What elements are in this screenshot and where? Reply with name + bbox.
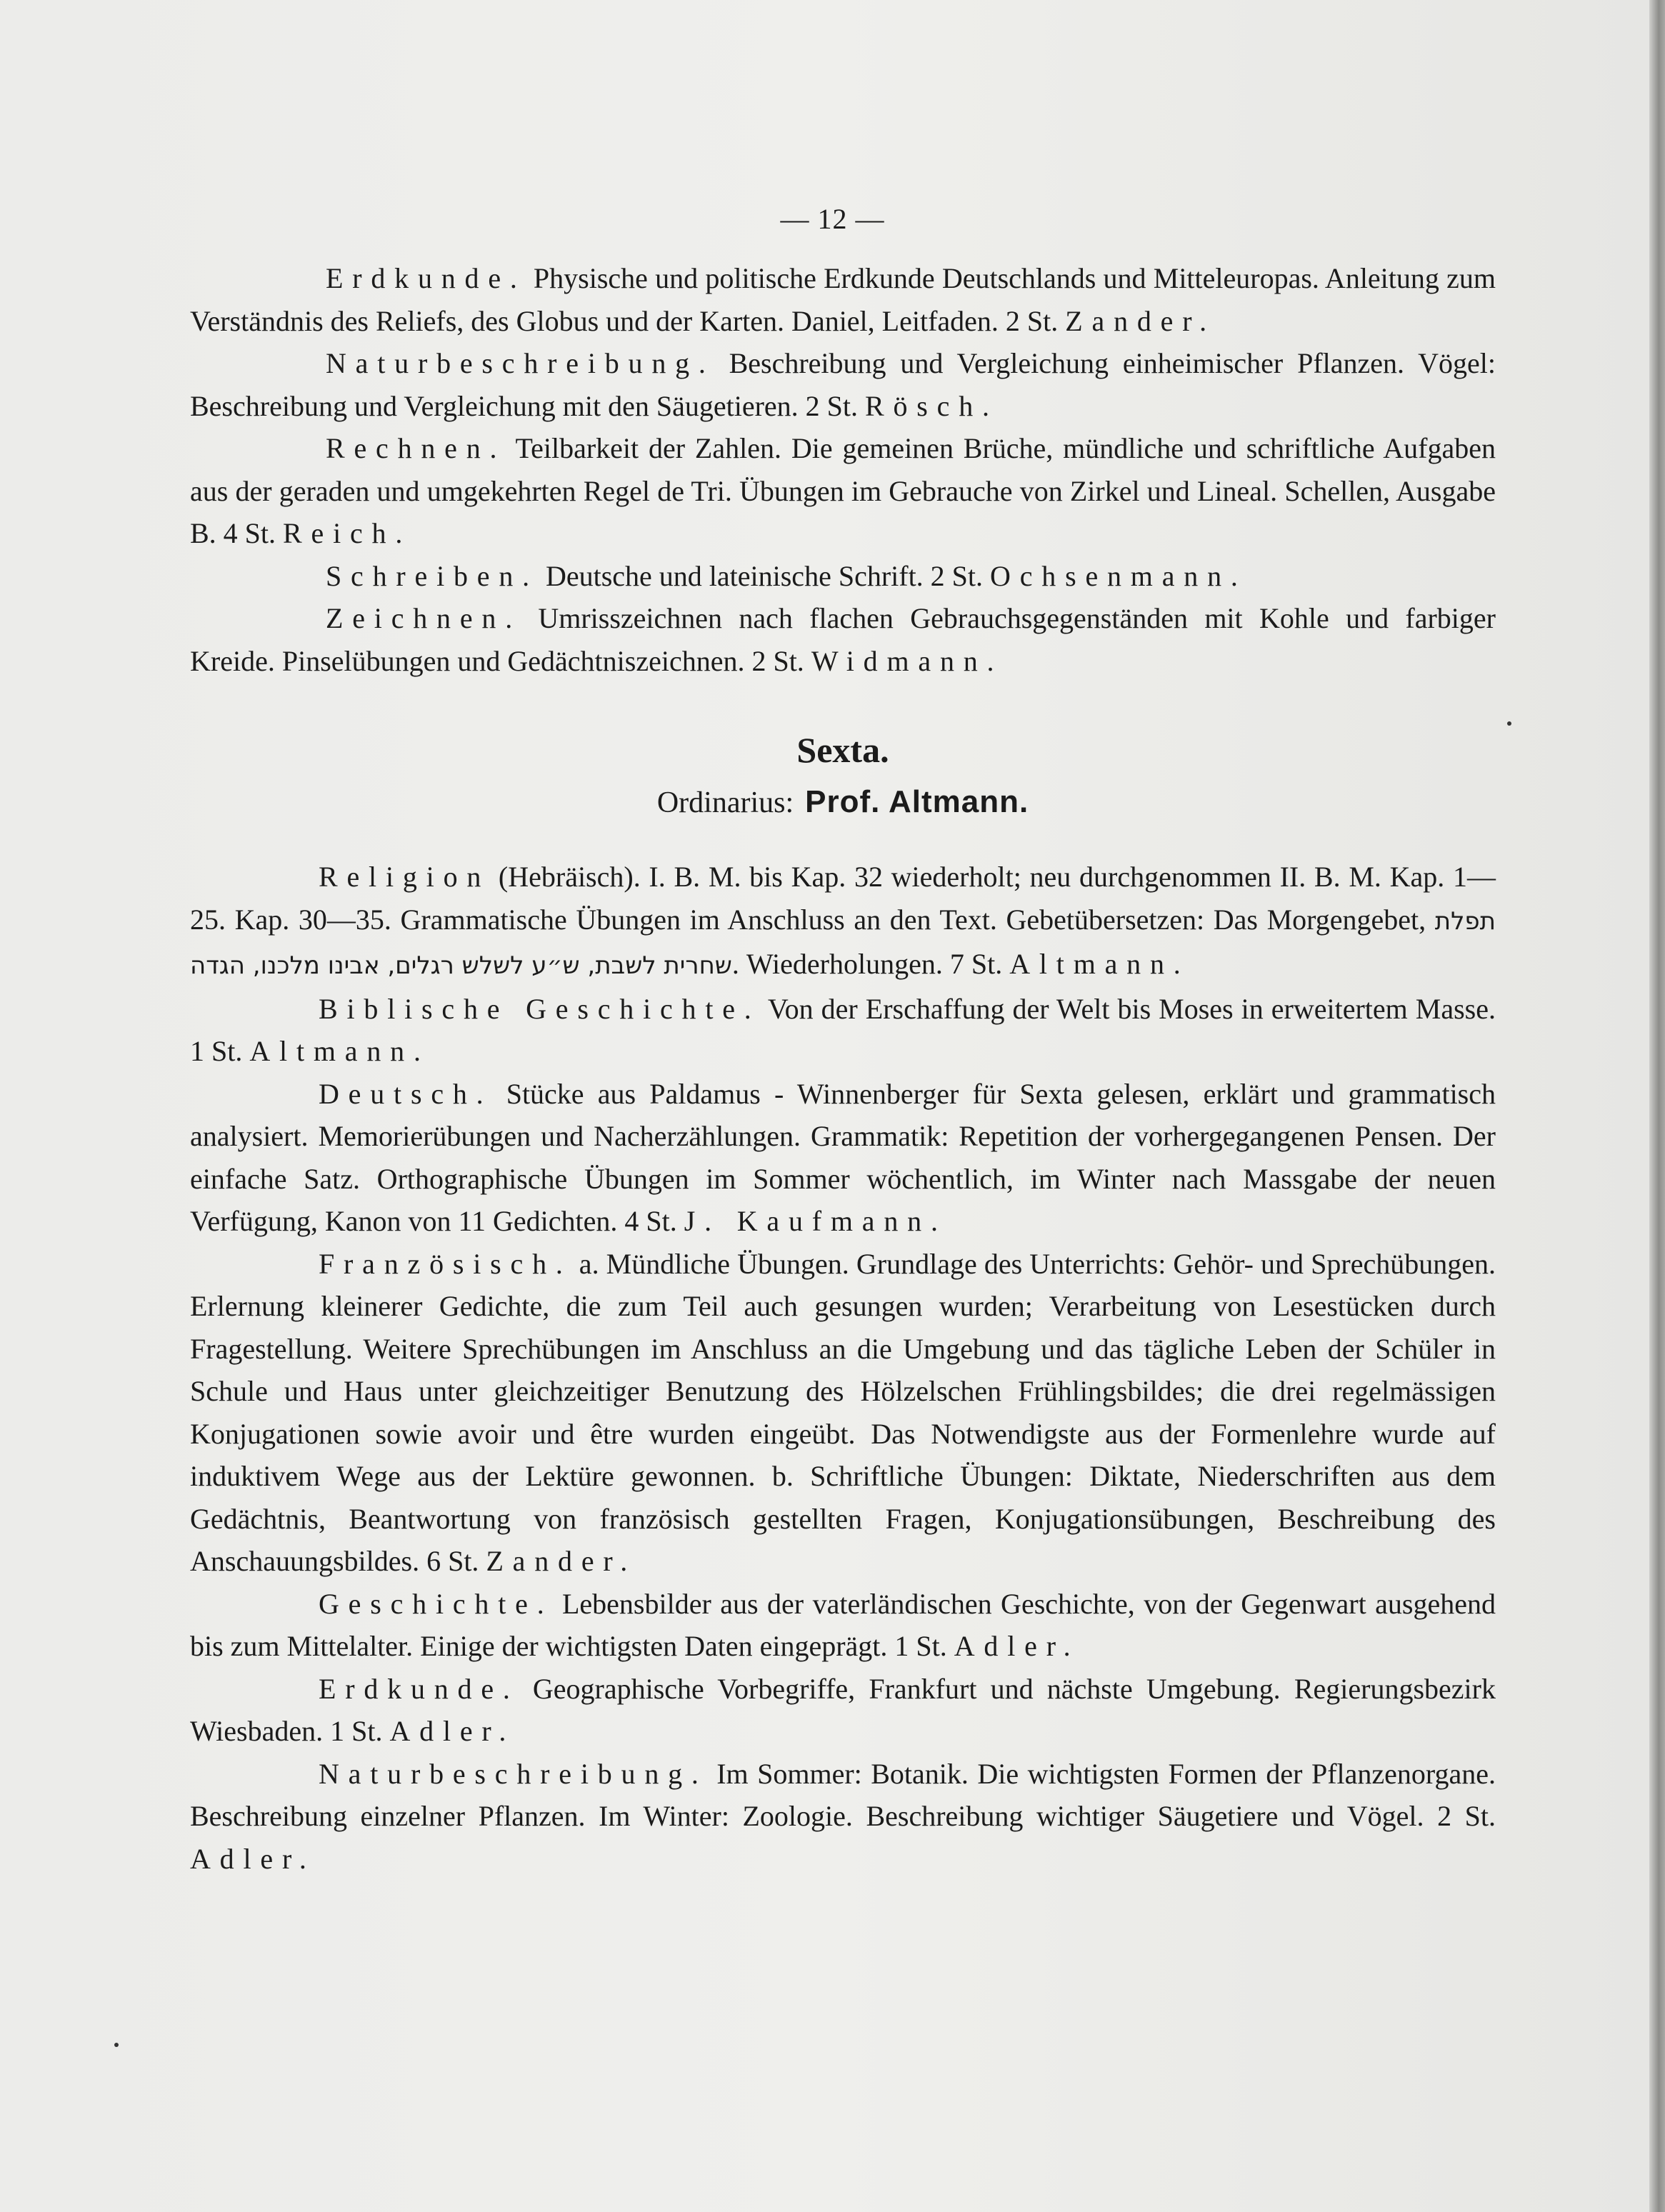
ink-speck bbox=[1507, 721, 1511, 726]
ink-speck bbox=[114, 2043, 119, 2047]
paragraph-text: Teilbarkeit der Zahlen. Die gemeinen Brüche, mündliche und schriftliche Aufgaben aus der geraden und umgekehrten Regel de Tri. Übungen im Gebrauche von Zirkel und Lineal. Schellen, Ausgabe B. 4 St. bbox=[190, 432, 1496, 549]
subject-label: Religion bbox=[319, 861, 491, 893]
teacher-name: Rösch. bbox=[865, 389, 999, 422]
paragraph-text: Deutsche und lateinische Schrift. 2 St. bbox=[538, 559, 991, 592]
page-body bbox=[190, 257, 1496, 1880]
subject-label: Naturbeschreibung. bbox=[319, 1757, 708, 1790]
paragraph-text: Beschreibung und Vergleichung einheimischer Pflanzen. Vögel: Beschreibung und Vergleichung mit den Säugetieren. 2 St. bbox=[190, 347, 1496, 422]
page-edge-shadow bbox=[1649, 0, 1665, 2212]
paragraph-erdkunde-sexta bbox=[190, 1668, 1496, 1753]
subject-label: Deutsch. bbox=[319, 1077, 493, 1110]
paragraph-text: a. Mündliche Übungen. Grundlage des Unterrichts: Gehör- und Sprechübungen. Erlernung kleinerer Gedichte, die zum Teil auch gesungen wurden; Verarbeitung von Lesestücken durch Fragestellung. Weitere Sprechübungen im Anschluss an die Umgebung und das tägliche Leben der Schüler in Schule und Haus unter gleichzeitiger Benutzung des Hölzelschen Frühlingsbildes; die drei regelmässigen Konjugationen sowie avoir und être wurden eingeübt. Das Notwendigste aus der Formenlehre wurde auf induktivem Wege aus der Lektüre gewonnen. b. Schriftliche Übungen: Diktate, Niederschriften aus dem Gedächtnis, Beantwortung von französisch gestellten Fragen, Konjugationsübungen, Beschreibung des Anschauungsbildes. 6 St. bbox=[190, 1247, 1496, 1577]
teacher-name: Reich. bbox=[283, 517, 412, 549]
teacher-name: Zander. bbox=[486, 1545, 637, 1577]
ordinarius-line bbox=[190, 781, 1496, 825]
teacher-name: Zander. bbox=[1065, 304, 1216, 337]
subject-label: Erdkunde. bbox=[319, 1672, 519, 1705]
paragraph-text: Von der Erschaffung der Welt bis Moses in erweitertem Masse. 1 St. bbox=[190, 992, 1496, 1067]
ordinarius-label: Ordinarius: bbox=[656, 786, 794, 819]
paragraph-text: Physische und politische Erdkunde Deutschlands und Mitteleuropas. Anleitung zum Verständnis des Reliefs, des Globus und der Karten. Daniel, Leitfaden. 2 St. bbox=[190, 262, 1496, 337]
teacher-name: Adler. bbox=[954, 1630, 1080, 1662]
teacher-name: Altmann. bbox=[1009, 948, 1190, 980]
subject-label: Französisch. bbox=[319, 1247, 572, 1280]
paragraph-zeichnen bbox=[190, 597, 1496, 682]
paragraph-erdkunde bbox=[190, 257, 1496, 342]
subject-label: Geschichte. bbox=[319, 1587, 554, 1620]
teacher-name: Ochsenmann. bbox=[990, 559, 1247, 592]
paragraph-rechnen bbox=[190, 427, 1496, 555]
paragraph-schreiben bbox=[190, 555, 1496, 598]
paragraph-text: Lebensbilder aus der vaterländischen Geschichte, von der Gegenwart ausgehend bis zum Mittelalter. Einige der wichtigsten Daten eingeprägt. 1 St. bbox=[190, 1587, 1496, 1662]
paragraph-franzoesisch bbox=[190, 1243, 1496, 1583]
subject-label: Naturbeschreibung. bbox=[326, 347, 715, 379]
paragraph-text: Im Sommer: Botanik. Die wichtigsten Formen der Pflanzenorgane. Beschreibung einzelner Pflanzen. Im Winter: Zoologie. Beschreibung wichtiger Säugetiere und Vögel. 2 St. bbox=[190, 1757, 1496, 1832]
subject-label: Biblische Geschichte. bbox=[319, 992, 761, 1025]
ordinarius-name: Prof. Altmann. bbox=[805, 784, 1029, 819]
paragraph-text: . Wiederholungen. 7 St. bbox=[731, 948, 1010, 980]
paragraph-naturbeschreibung-sexta bbox=[190, 1753, 1496, 1881]
paragraph-text: Umrisszeichnen nach flachen Gebrauchsgegenständen mit Kohle und farbiger Kreide. Pinselübungen und Gedächtniszeichnen. 2 St. bbox=[190, 602, 1496, 677]
subject-label: Schreiben. bbox=[326, 559, 539, 592]
paragraph-text: Stücke aus Paldamus - Winnenberger für Sexta gelesen, erklärt und grammatisch analysiert. Memorierübungen und Nacherzählungen. Grammatik: Repetition der vorhergegangenen Pensen. Der einfache Satz. Orthographische Übungen im Sommer wöchentlich, im Winter nach Massgabe der neuen Verfügung, Kanon von 11 Gedichten. 4 St. bbox=[190, 1077, 1496, 1237]
paragraph-geschichte bbox=[190, 1583, 1496, 1668]
subject-label: Erdkunde. bbox=[326, 262, 526, 294]
paragraph-biblische-geschichte bbox=[190, 988, 1496, 1073]
subject-label: Rechnen. bbox=[326, 432, 506, 464]
hebrew-prayer-titles: תפלת שחרית לשבת, ש״ע לשלש רגלים, אבינו מלכנו, הגדה bbox=[190, 906, 1496, 980]
paragraph-text: (Hebräisch). I. B. M. bis Kap. 32 wiederholt; neu durchgenommen II. B. M. Kap. 1—25. Kap. 30—35. Grammatische Übungen im Anschluss an den Text. Gebetübersetzen: Das Morgengebet, bbox=[190, 861, 1496, 936]
teacher-name: J. Kaufmann. bbox=[684, 1205, 947, 1237]
subject-label: Zeichnen. bbox=[326, 602, 522, 634]
paragraph-naturbeschreibung bbox=[190, 342, 1496, 427]
paragraph-deutsch bbox=[190, 1073, 1496, 1243]
paragraph-religion bbox=[190, 856, 1496, 988]
teacher-name: Adler. bbox=[190, 1842, 316, 1875]
section-heading-sexta: Sexta. bbox=[796, 730, 889, 770]
teacher-name: Widmann. bbox=[811, 644, 1004, 677]
teacher-name: Adler. bbox=[389, 1715, 516, 1747]
page-number: — 12 — bbox=[780, 203, 885, 235]
paragraph-text: Geographische Vorbegriffe, Frankfurt und nächste Umgebung. Regierungsbezirk Wiesbaden. 1 St. bbox=[190, 1672, 1496, 1747]
teacher-name: Altmann. bbox=[249, 1035, 430, 1067]
